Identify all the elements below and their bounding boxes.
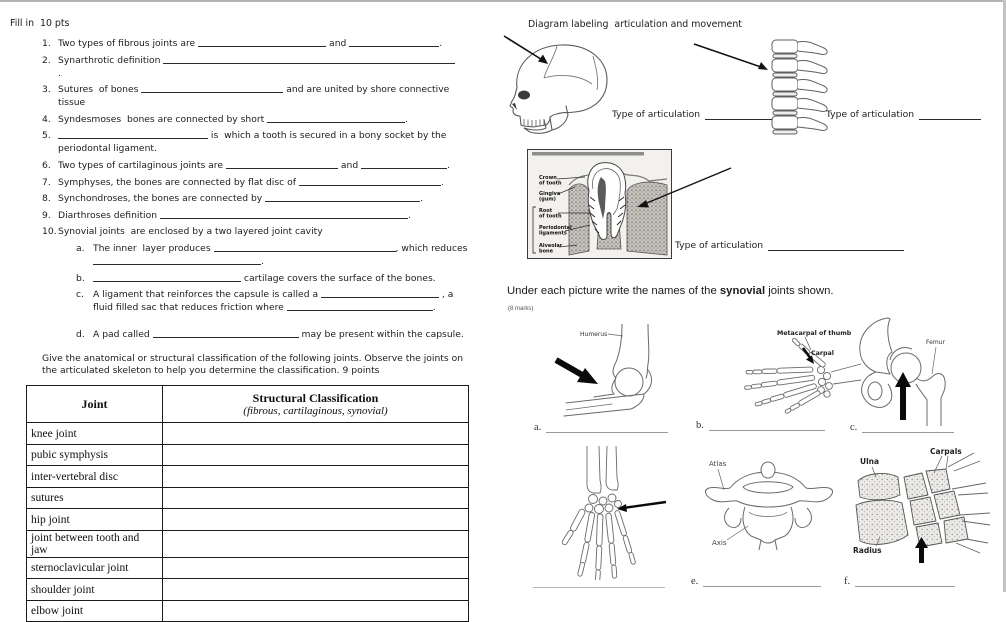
question-line (0, 37, 500, 50)
articulation-label: Type of articulation (612, 109, 701, 120)
question-line (0, 288, 500, 314)
question-number: 5. (42, 130, 51, 142)
joint-name-cell: sternoclavicular joint (27, 557, 163, 579)
answer-blank (93, 272, 241, 282)
marks-note: (8 marks) (508, 306, 534, 312)
answer-line-d (533, 578, 665, 588)
periodontal-ligaments-label: Periodontal (539, 225, 572, 231)
question-line (0, 328, 500, 341)
classification-answer-cell (163, 557, 469, 579)
answer-blank (287, 301, 433, 311)
table-row (27, 423, 469, 445)
alveolar-bone-label: Alveolar (539, 243, 563, 249)
articulation-label: Type of articulation (826, 109, 915, 120)
gingiva-label: Gingiva (539, 191, 561, 197)
svg-text:Gingiva(gum): Gingiva (gum) (539, 191, 561, 203)
metacarpal-of-thumb-label: Metacarpal of thumb (777, 330, 852, 337)
carpal-label: Carpal (811, 350, 834, 357)
joint-name-cell: hip joint (27, 509, 163, 531)
fill-in-questions (0, 37, 500, 341)
svg-text:Crownof tooth: Crown of tooth (539, 175, 562, 187)
answer-letter: e. (691, 576, 699, 587)
periodontal-arrow (628, 146, 733, 216)
table-header-row (27, 386, 469, 423)
question-text: Two types of cartilaginous joints are and . (58, 159, 451, 171)
question-line (0, 209, 500, 222)
answer-line-c (850, 422, 954, 433)
answer-blank (58, 129, 208, 139)
answer-blank (163, 54, 455, 64)
fill-in-section (0, 18, 500, 622)
elbow-arrow (556, 360, 598, 384)
question-text: Synovial joints are enclosed by a two layered joint cavity (58, 226, 323, 238)
question-text: Two types of fibrous joints are and . (58, 38, 443, 49)
question-text: A pad called may be present within the capsule. (93, 329, 464, 341)
joint-name-cell: pubic symphysis (27, 444, 163, 466)
question-number: 10. (42, 226, 57, 238)
classification-answer-cell (163, 600, 469, 622)
answer-blank (361, 159, 447, 169)
atlas-axis-image (693, 448, 845, 560)
answer-line-b (696, 420, 825, 431)
elbow-joint-image (536, 324, 686, 420)
answer-blank (198, 37, 326, 47)
answer-blank (862, 423, 954, 433)
answer-blank (546, 423, 668, 433)
answer-line-e (691, 576, 821, 587)
table-row (27, 444, 469, 466)
joint-column-header (27, 386, 163, 423)
answer-blank (321, 288, 439, 298)
joint-name-cell: shoulder joint (27, 579, 163, 601)
joint-header-label: Joint (81, 397, 108, 412)
axis-label: Axis (712, 539, 727, 547)
classification-header-subtitle: (fibrous, cartilaginous, synovial) (243, 404, 388, 417)
question-number: 7. (42, 176, 51, 188)
answer-blank (141, 83, 283, 93)
question-line (0, 176, 500, 189)
question-text: Synchondroses, the bones are connected by . (58, 193, 424, 205)
question-text: Sutures of bones and are united by shore connective tissue (58, 84, 453, 109)
femur-label: Femur (926, 339, 945, 346)
table-row (27, 487, 469, 509)
table-row (27, 579, 469, 601)
answer-blank (160, 209, 408, 219)
question-text: cartilage covers the surface of the bones. (93, 272, 471, 285)
question-line (0, 272, 500, 285)
answer-blank (349, 37, 439, 47)
question-line (0, 113, 500, 126)
wrist-arrow (617, 502, 666, 512)
question-number: 3. (42, 84, 51, 96)
question-number: c. (76, 289, 84, 301)
answer-blank (709, 421, 825, 431)
question-line (0, 242, 500, 268)
atlas-label: Atlas (709, 460, 727, 468)
answer-letter: f. (844, 576, 851, 587)
classification-instructions: Give the anatomical or structural classification of the following joints. Observe the joints on the articulated skeleton to help you determine the classification. 9 points (42, 353, 466, 376)
classification-column-header (163, 386, 469, 423)
fill-in-heading: Fill in 10 pts (10, 18, 70, 29)
root-label: Root (539, 208, 553, 214)
question-text: is which a tooth is secured in a bony socket by the periodontal ligament. (58, 130, 450, 155)
page-edge-top (0, 0, 1006, 2)
question-text: Symphyses, the bones are connected by flat disc of . (58, 176, 444, 188)
answer-line-f (844, 576, 955, 587)
joint-name-cell: knee joint (27, 423, 163, 445)
classification-answer-cell (163, 579, 469, 601)
ulna-label: Ulna (860, 457, 880, 466)
table-row (27, 509, 469, 531)
answer-blank (299, 176, 441, 186)
question-number: 8. (42, 193, 51, 205)
table-row (27, 600, 469, 622)
svg-text:Rootof tooth: Root of tooth (539, 208, 562, 220)
question-number: 1. (42, 38, 51, 49)
table-row (27, 466, 469, 488)
answer-blank (533, 578, 665, 588)
answer-letter: b. (696, 420, 704, 431)
answer-blank (153, 328, 299, 338)
humerus-label: Humerus (580, 331, 608, 338)
answer-letter: a. (534, 422, 542, 433)
answer-blank (265, 192, 420, 202)
articulation-line-tooth (675, 240, 904, 251)
crown-label: Crown (539, 175, 557, 181)
joint-name-cell: elbow joint (27, 600, 163, 622)
hand-skeleton-image (693, 326, 865, 420)
question-text: A ligament that reinforces the capsule is called a , a fluid filled sac that reduces friction where . (93, 289, 457, 314)
answer-blank (214, 242, 396, 252)
carpal-bones-image (846, 443, 994, 567)
question-text: Synarthrotic definition . (58, 54, 456, 80)
joint-name-cell: inter-vertebral disc (27, 466, 163, 488)
articulation-label: Type of articulation (675, 240, 764, 251)
question-line (0, 192, 500, 205)
question-line (0, 159, 500, 172)
wrist-joint-image (553, 446, 678, 580)
synovial-keyword: synovial (719, 285, 766, 297)
joint-name-cell: joint between tooth and jaw (27, 530, 163, 557)
joint-name-cell: sutures (27, 487, 163, 509)
carpals-label: Carpals (930, 447, 962, 456)
classification-answer-cell (163, 509, 469, 531)
classification-answer-cell (163, 466, 469, 488)
question-line (0, 225, 500, 238)
table-row (27, 557, 469, 579)
question-number: 9. (42, 209, 51, 221)
question-text: The inner layer produces , which reduces . (93, 242, 468, 267)
question-number: 6. (42, 159, 51, 171)
synovial-instructions: Under each picture write the names of the synovial joints shown. (507, 285, 834, 297)
question-text: Diarthroses definition . (58, 209, 411, 221)
answer-blank (703, 577, 821, 587)
answer-blank (768, 240, 904, 251)
diagram-heading: Diagram labeling articulation and movement (528, 19, 742, 30)
table-row (27, 530, 469, 557)
question-number: 4. (42, 113, 51, 125)
skull-lateral-image (500, 34, 620, 134)
answer-blank (226, 159, 338, 169)
answer-blank (855, 577, 955, 587)
disc-arrow (694, 44, 768, 70)
answer-blank (267, 113, 405, 123)
question-number: d. (76, 329, 85, 341)
classification-answer-cell (163, 487, 469, 509)
classification-header-label: Structural Classification (252, 390, 379, 405)
classification-answer-cell (163, 444, 469, 466)
svg-text:Periodontalligaments: Periodontal ligaments (539, 225, 572, 237)
question-number: a. (76, 242, 85, 254)
question-line (0, 129, 500, 155)
question-text: Syndesmoses bones are connected by short . (58, 113, 409, 125)
classification-answer-cell (163, 530, 469, 557)
spine-lateral-image (692, 36, 838, 138)
answer-line-a (534, 422, 668, 433)
svg-text:Alveolarbone: Alveolar bone (539, 243, 563, 255)
question-line (0, 83, 500, 109)
hip-joint-image (848, 314, 968, 430)
answer-letter: c. (850, 422, 858, 433)
answer-blank (93, 255, 261, 265)
articulation-line-spine (826, 109, 981, 120)
classification-answer-cell (163, 423, 469, 445)
radius-label: Radius (853, 546, 882, 555)
answer-blank (919, 109, 981, 120)
question-number: b. (76, 272, 85, 284)
question-line (0, 54, 500, 80)
classification-table (26, 385, 469, 622)
question-number: 2. (42, 54, 51, 66)
